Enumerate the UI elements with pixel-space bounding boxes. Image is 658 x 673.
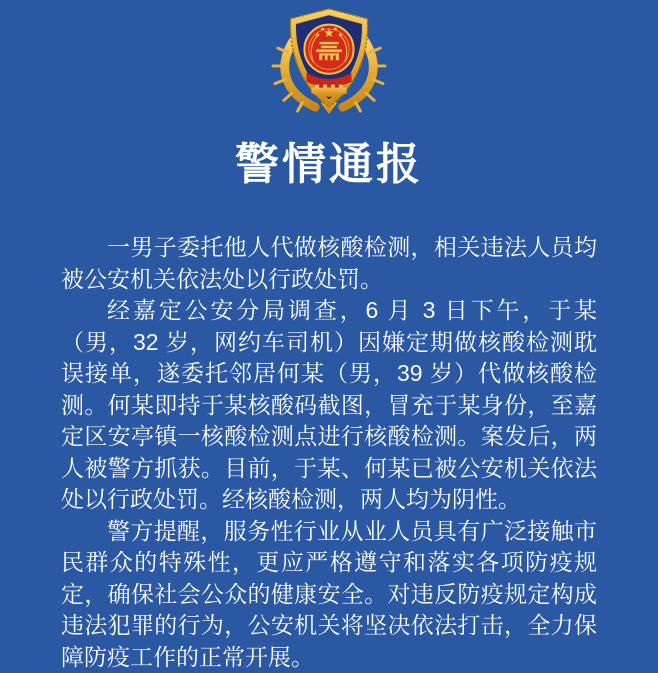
notice-body xyxy=(61,232,597,673)
notice-title: 警情通报 xyxy=(0,143,658,187)
paragraph-police-reminder: 警方提醒，服务性行业从业人员具有广泛接触市民群众的特殊性，更应严格遵守和落实各项防疫规定，确保社会公众的健康安全。对违反防疫规定构成违法犯罪的行为，公安机关将坚决依法打击，全力保障防疫工作的正常开展。 xyxy=(61,516,597,673)
police-badge-icon xyxy=(0,0,658,117)
paragraph-summary: 一男子委托他人代做核酸检测，相关违法人员均被公安机关依法处以行政处罚。 xyxy=(61,232,597,295)
paragraph-case-details: 经嘉定公安分局调查，6 月 3 日下午，于某（男，32 岁，网约车司机）因嫌定期做核酸检测耽误接单，遂委托邻居何某（男，39 岁）代做核酸检测。何某即持于某核酸码截图，冒充于某身份，至嘉定区安亭镇一核酸检测点进行核酸检测。案发后，两人被警方抓获。目前，于某、何某已被公安机关依法处以行政处罚。经核酸检测，两人均为阴性。 xyxy=(61,295,597,516)
